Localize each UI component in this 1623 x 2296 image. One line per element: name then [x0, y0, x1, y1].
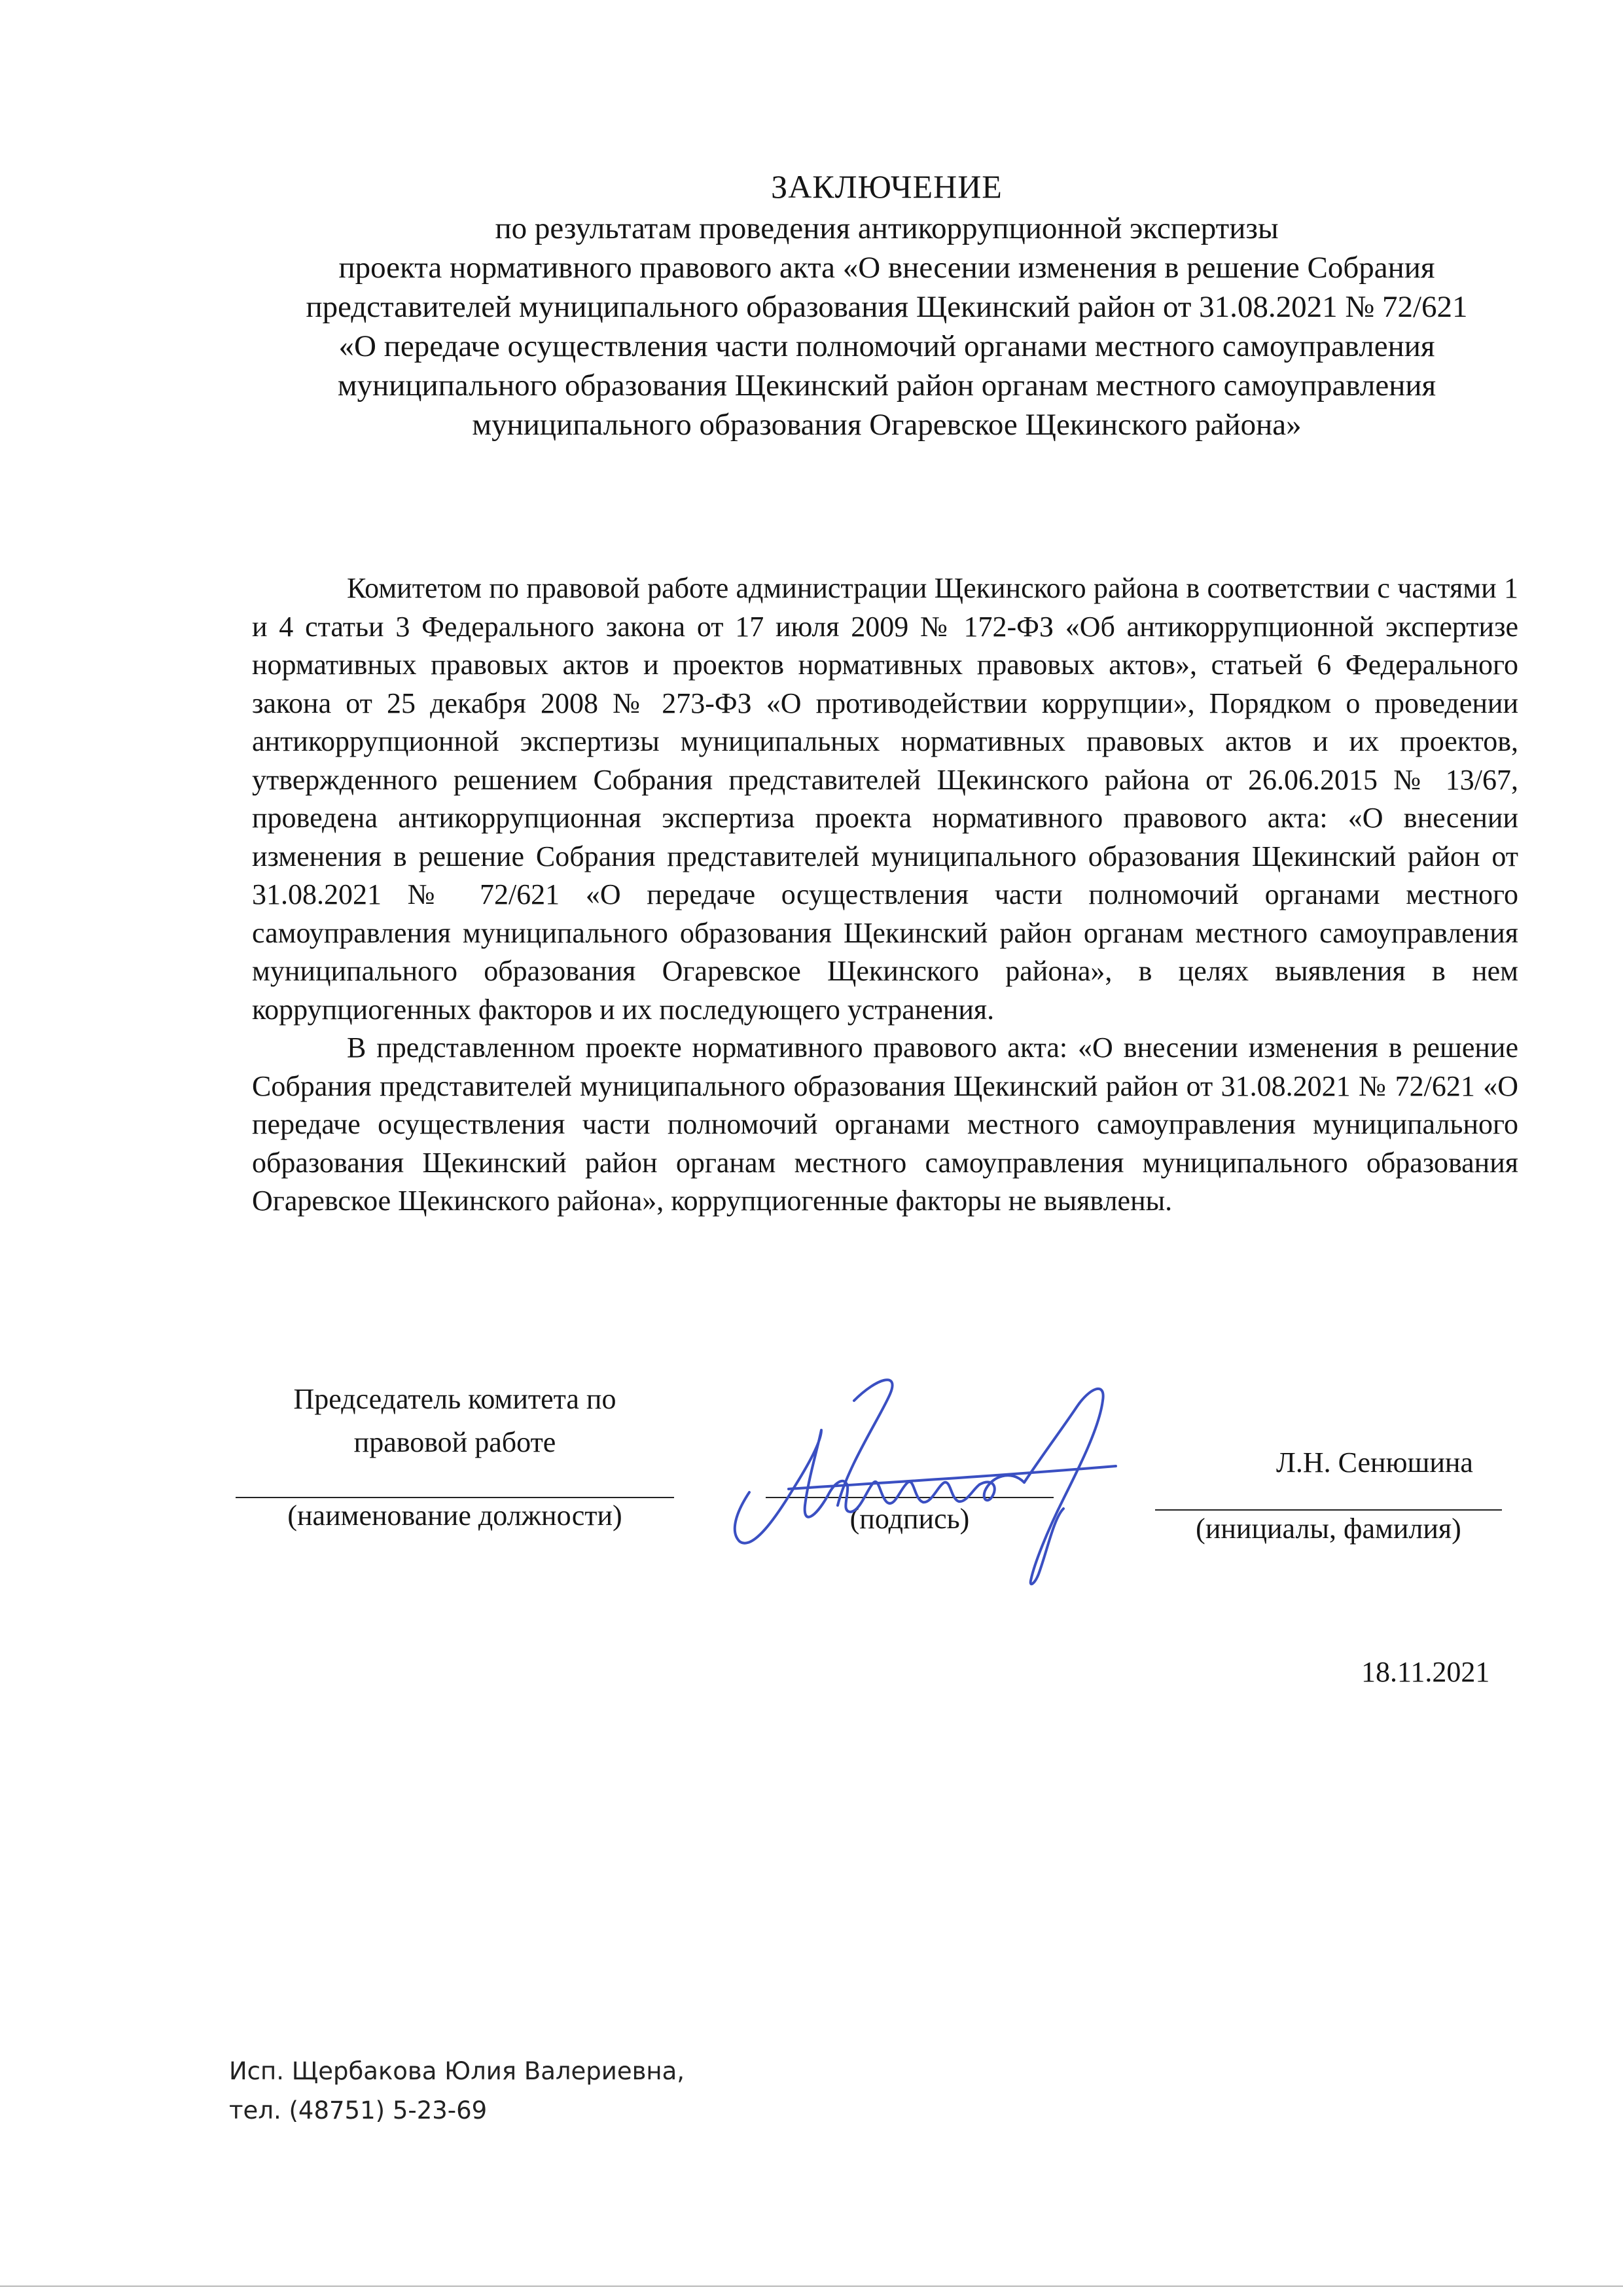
title-line: представителей муниципального образования Щекинский район от 31.08.2021 № 72/621 [306, 290, 1468, 324]
title-line: муниципального образования Щекинский район органам местного самоуправления [337, 368, 1436, 403]
name-caption: (инициалы, фамилия) [1196, 1513, 1461, 1545]
body-paragraph: В представленном проекте нормативного правового акта: «О внесении изменения в решение Собрания представителей муниципального образования Щекинский район от 31.08.2021 № 72/621 «О передаче осуществления части полномочий органами местного самоуправления муниципального образования Щекинский район органам местного самоуправления муниципального образования Огаревское Щекинского района», коррупциогенные факторы не выявлены. [252, 1031, 1518, 1217]
signature-caption: (подпись) [849, 1503, 970, 1535]
body-paragraph: Комитетом по правовой работе администрации Щекинского района в соответствии с частями 1 и 4 статьи 3 Федерального закона от 17 июля 2009 № 172-ФЗ «Об антикоррупционной экспертизе нормативных правовых актов и проектов нормативных правовых актов», статьей 6 Федерального закона от 25 декабря 2008 № 273-ФЗ «О противодействии коррупции», Порядком о проведении антикоррупционной экспертизы муниципальных нормативных правовых актов и их проектов, утвержденного решением Собрания представителей Щекинского района от 26.06.2015 № 13/67, проведена антикоррупционная экспертиза проекта нормативного правового акта: «О внесении изменения в решение Собрания представителей муниципального образования Щекинский район от 31.08.2021 № 72/621 «О передаче осуществления части полномочий органами местного самоуправления муниципального образования Щекинский район органам местного самоуправления муниципального образования Огаревское Щекинского района», в целях выявления в нем коррупциогенных факторов и их последующего устранения. [252, 572, 1518, 1026]
scan-bottom-edge [0, 2286, 1623, 2287]
signer-position-line: правовой работе [353, 1426, 556, 1458]
document-body [252, 569, 1518, 1221]
document-date: 18.11.2021 [1361, 1656, 1490, 1688]
title-line: «О передаче осуществления части полномочий органами местного самоуправления [338, 329, 1435, 363]
position-caption: (наименование должности) [287, 1499, 622, 1532]
document-title-block [236, 167, 1538, 444]
signer-name: Л.Н. Сенюшина [1276, 1446, 1473, 1479]
document-heading: ЗАКЛЮЧЕНИЕ [771, 168, 1003, 205]
handwritten-signature [723, 1355, 1149, 1590]
executor-info [229, 2052, 685, 2130]
name-underline [1155, 1509, 1502, 1511]
signer-position-line: Председатель комитета по [293, 1383, 616, 1415]
signer-position [236, 1378, 674, 1464]
title-line: проекта нормативного правового акта «О внесении изменения в решение Собрания [338, 251, 1435, 285]
title-line: по результатам проведения антикоррупционной экспертизы [495, 211, 1279, 245]
position-underline [236, 1497, 674, 1498]
executor-phone: тел. (48751) 5-23-69 [229, 2096, 488, 2125]
executor-name: Исп. Щербакова Юлия Валериевна, [229, 2057, 685, 2085]
title-line: муниципального образования Огаревское Щекинского района» [472, 408, 1302, 442]
